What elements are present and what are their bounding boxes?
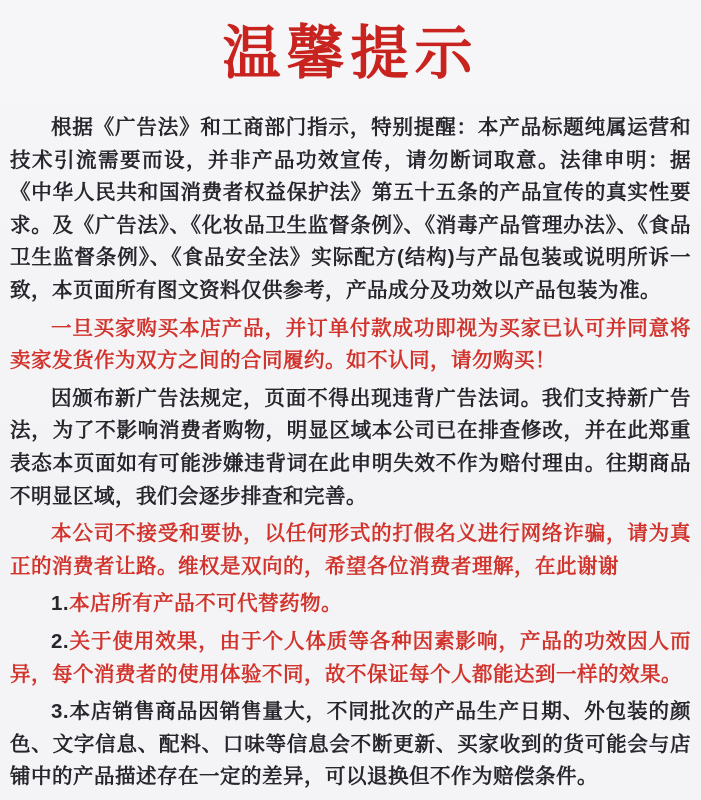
paragraph-text: 本店销售商品因销售量大，不同批次的产品生产日期、外包装的颜色、文字信息、配料、口味等信息会不断更新、买家收到的货可能会与店铺中的产品描述存在一定的差异，可以退换但不作为赔偿条件。 bbox=[10, 700, 691, 789]
paragraph-prefix: 3. bbox=[51, 700, 70, 724]
paragraph-note-3 bbox=[10, 696, 691, 794]
paragraph-prefix: 1. bbox=[51, 592, 70, 616]
paragraph-prefix: 2. bbox=[51, 629, 70, 653]
paragraph-anti-fraud bbox=[10, 518, 691, 583]
paragraph-text: 因颁布新广告法规定，页面不得出现违背广告法词。我们支持新广告法，为了不影响消费者购物，明显区域本公司已在排查修改，并在此郑重表态本页面如有可能涉嫌违背词在此申明失效不作为赔付理由。往期商品不明显区域，我们会逐步排查和完善。 bbox=[10, 386, 691, 508]
paragraph-text: 关于使用效果，由于个人体质等各种因素影响，产品的功效因人而异，每个消费者的使用体验不同，故不保证每个人都能达到一样的效果。 bbox=[10, 629, 691, 686]
paragraph-note-2 bbox=[10, 626, 691, 691]
paragraph-new-ad-law bbox=[10, 383, 691, 513]
paragraph-text: 本公司不接受和要协，以任何形式的打假名义进行网络诈骗，请为真正的消费者让路。维权是双向的，希望各位消费者理解，在此谢谢 bbox=[10, 522, 691, 578]
page-title: 温馨提示 bbox=[222, 21, 479, 86]
paragraph-text: 一旦买家购买本店产品，并订单付款成功即视为买家已认可并同意将卖家发货作为双方之间的合同履约。如不认同，请勿购买！ bbox=[10, 316, 691, 373]
notice-body bbox=[10, 112, 691, 794]
paragraph-purchase-agreement bbox=[10, 313, 691, 378]
paragraph-text: 本店所有产品不可代替药物。 bbox=[69, 592, 343, 616]
paragraph-note-1 bbox=[10, 588, 691, 621]
paragraph-ad-law-disclaimer bbox=[10, 112, 691, 308]
paragraph-text: 根据《广告法》和工商部门指示，特别提醒：本产品标题纯属运营和技术引流需要而设，并非产品功效宣传，请勿断词取意。法律申明：据《中华人民共和国消费者权益保护法》第五十五条的产品宣传的真实性要求。及《广告法》、《化妆品卫生监督条例》、《消毒产品管理办法》、《食品卫生监督条例》、《食品安全法》实际配方(结构)与产品包装或说明所诉一致，本页面所有图文资料仅供参考，产品成分及功效以产品包装为准。 bbox=[10, 116, 691, 302]
